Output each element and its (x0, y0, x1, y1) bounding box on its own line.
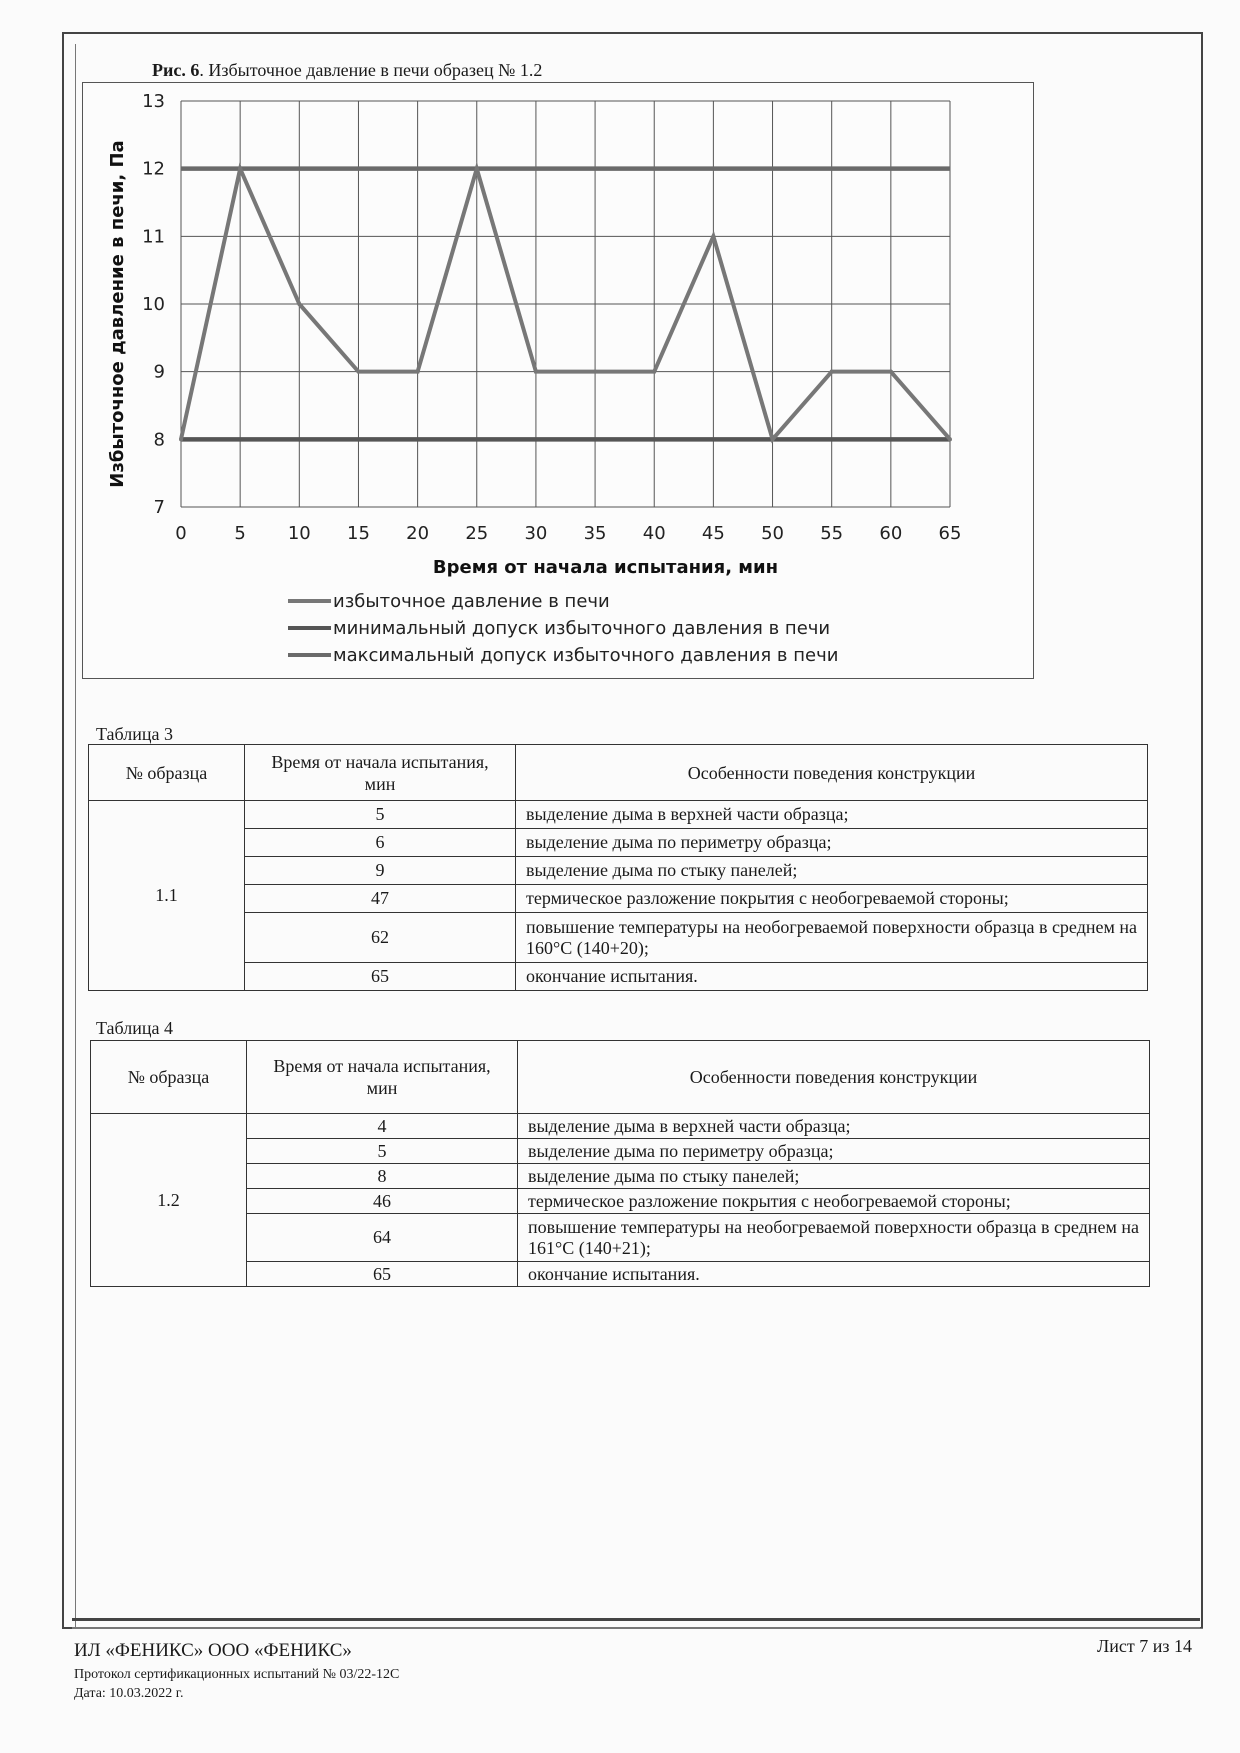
footer-organization: ИЛ «ФЕНИКС» ООО «ФЕНИКС» (74, 1640, 352, 1661)
time-cell: 6 (245, 829, 516, 857)
sample-number: 1.1 (89, 801, 245, 991)
table-row (91, 1139, 1150, 1164)
data-point (771, 437, 775, 441)
y-tick-label: 12 (142, 158, 165, 180)
behavior-cell: повышение температуры на необогреваемой поверхности образца в среднем на 160°С (140+20); (516, 913, 1148, 963)
x-tick-label: 50 (761, 523, 784, 544)
legend-label: максимальный допуск избыточного давления в печи (333, 645, 839, 666)
time-cell: 8 (247, 1164, 518, 1189)
x-tick-label: 65 (938, 523, 962, 544)
behavior-cell: термическое разложение покрытия с необогреваемой стороны; (518, 1189, 1150, 1214)
data-point (948, 437, 952, 441)
table4-header-behavior: Особенности поведения конструкции (518, 1041, 1150, 1114)
x-tick-label: 55 (820, 523, 844, 544)
x-tick-label: 60 (879, 523, 903, 544)
behavior-cell: выделение дыма по периметру образца; (518, 1139, 1150, 1164)
data-point (297, 302, 301, 306)
data-point (711, 234, 715, 238)
x-tick-label: 10 (287, 523, 311, 544)
table4-header-time: Время от начала испытания, мин (247, 1041, 518, 1114)
x-axis-label: Время от начала испытания, мин (432, 557, 779, 578)
data-point (652, 370, 656, 374)
behavior-cell: повышение температуры на необогреваемой поверхности образца в среднем на 161°С (140+21); (518, 1214, 1150, 1262)
x-tick-label: 15 (347, 523, 370, 544)
time-cell: 46 (247, 1189, 518, 1214)
data-point (475, 167, 479, 171)
table3-header-behavior: Особенности поведения конструкции (516, 745, 1148, 801)
table3-caption: Таблица 3 (96, 724, 173, 744)
legend-label: минимальный допуск избыточного давления в печи (333, 618, 831, 639)
data-point (179, 437, 183, 441)
footer-rule (72, 1618, 1200, 1629)
data-point (534, 370, 538, 374)
data-point (238, 167, 242, 171)
data-point (593, 370, 597, 374)
table-row (89, 885, 1148, 913)
time-cell: 65 (247, 1262, 518, 1287)
sample-number: 1.2 (91, 1114, 247, 1287)
data-point (830, 370, 834, 374)
data-point (416, 370, 420, 374)
x-tick-label: 40 (642, 523, 666, 544)
time-cell: 62 (245, 913, 516, 963)
data-point (889, 370, 893, 374)
table-row (89, 963, 1148, 991)
table3-header-time: Время от начала испытания, мин (245, 745, 516, 801)
data-point (356, 370, 360, 374)
footer-sheet-number: Лист 7 из 14 (1097, 1636, 1192, 1656)
x-tick-label: 35 (583, 523, 607, 544)
x-tick-label: 20 (406, 523, 430, 544)
time-cell: 65 (245, 963, 516, 991)
table-row (91, 1189, 1150, 1214)
behavior-cell: термическое разложение покрытия с необогреваемой стороны; (516, 885, 1148, 913)
table3 (88, 744, 1148, 991)
footer-protocol: Протокол сертификационных испытаний № 03/22-12С (74, 1667, 400, 1682)
figure-number: Рис. 6 (152, 60, 200, 80)
behavior-cell: выделение дыма в верхней части образца; (518, 1114, 1150, 1139)
table4-header-sample: № образца (91, 1041, 247, 1114)
time-cell: 5 (245, 801, 516, 829)
behavior-cell: окончание испытания. (516, 963, 1148, 991)
x-tick-label: 25 (465, 523, 489, 544)
behavior-cell: выделение дыма по стыку панелей; (518, 1164, 1150, 1189)
table3-header-sample: № образца (89, 745, 245, 801)
chart-box (82, 82, 1034, 679)
y-tick-label: 9 (153, 361, 165, 383)
y-tick-label: 10 (142, 294, 165, 315)
table-row (89, 913, 1148, 963)
footer-date: Дата: 10.03.2022 г. (74, 1686, 184, 1701)
time-cell: 9 (245, 857, 516, 885)
behavior-cell: выделение дыма в верхней части образца; (516, 801, 1148, 829)
figure-caption (152, 60, 542, 81)
table-row (91, 1214, 1150, 1262)
table-row (91, 1164, 1150, 1189)
table-row (89, 857, 1148, 885)
behavior-cell: выделение дыма по периметру образца; (516, 829, 1148, 857)
time-cell: 5 (247, 1139, 518, 1164)
table4 (90, 1040, 1150, 1287)
time-cell: 64 (247, 1214, 518, 1262)
y-tick-label: 7 (153, 497, 165, 518)
behavior-cell: выделение дыма по стыку панелей; (516, 857, 1148, 885)
x-tick-label: 5 (234, 523, 246, 544)
y-tick-label: 11 (142, 226, 165, 248)
table4-caption: Таблица 4 (96, 1018, 173, 1038)
y-axis-label: Избыточное давление в печи, Па (107, 140, 128, 488)
x-tick-label: 0 (175, 523, 187, 544)
x-tick-label: 30 (524, 523, 548, 544)
figure-title: . Избыточное давление в печи образец № 1.2 (199, 60, 543, 80)
table-row (91, 1262, 1150, 1287)
pressure-chart (83, 83, 1033, 678)
x-tick-label: 45 (701, 523, 725, 544)
y-tick-label: 13 (142, 91, 165, 112)
behavior-cell: окончание испытания. (518, 1262, 1150, 1287)
table-row (91, 1114, 1150, 1139)
table-row (89, 801, 1148, 829)
time-cell: 47 (245, 885, 516, 913)
time-cell: 4 (247, 1114, 518, 1139)
table-row (89, 829, 1148, 857)
y-tick-label: 8 (153, 429, 165, 451)
legend-label: избыточное давление в печи (333, 591, 610, 612)
